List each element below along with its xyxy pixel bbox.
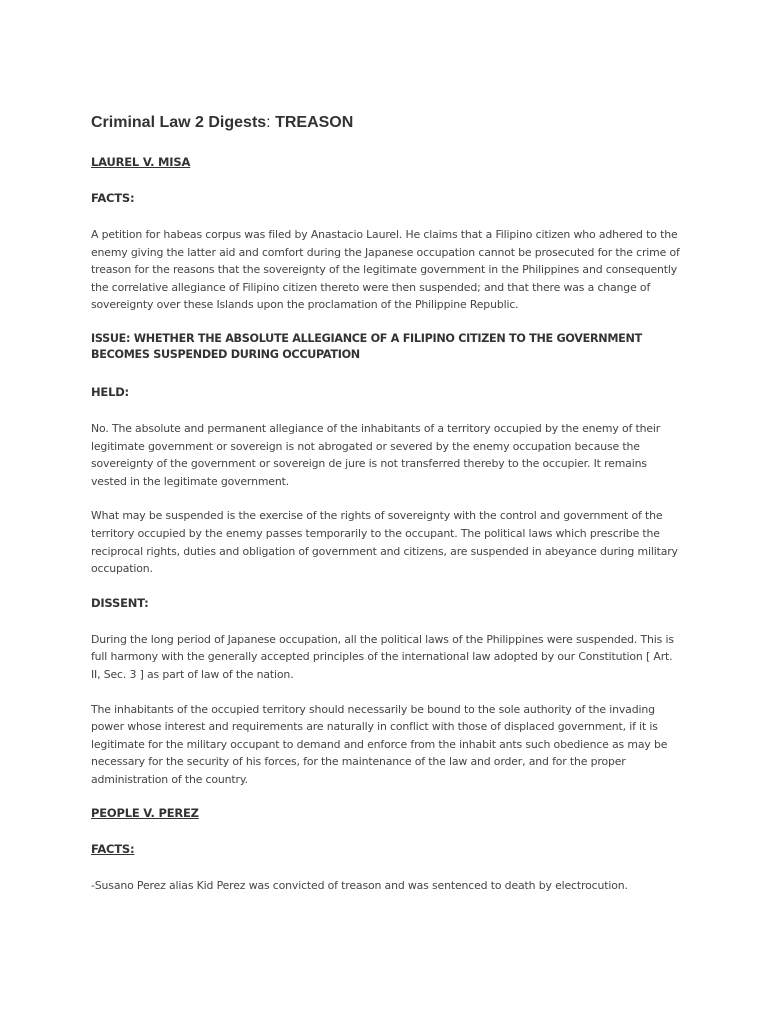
document-title <box>91 112 681 134</box>
held-label: HELD: <box>91 384 129 399</box>
case-title-laurel: LAUREL V. MISA <box>91 155 191 169</box>
dissent-paragraph-2: The inhabitants of the occupied territory should necessarily be bound to the sole authority of the invading power whose interest and requirements are naturally in conflict with those of displaced government, if it is legitimate for the military occupant to demand and enforce from the inhabit ants such obedience as may be necessary for the security of his forces, for the maintenance of the law and order, and for the proper administration of the country. <box>91 702 668 786</box>
facts-label: FACTS: <box>91 191 135 205</box>
title-main: Criminal Law 2 Digests <box>91 114 267 131</box>
held-paragraph-2: What may be suspended is the exercise of the rights of sovereignty with the control and government of the territory occupied by the enemy passes temporarily to the occupant. The political laws which prescribe the reciprocal rights, duties and obligation of government and citizens, are suspended in abeyance during military occupation. <box>91 509 678 576</box>
title-separator: : <box>266 114 271 131</box>
issue-heading: ISSUE: WHETHER THE ABSOLUTE ALLEGIANCE OF A FILIPINO CITIZEN TO THE GOVERNMENT BECOMES SUSPENDED DURING OCCUPATION <box>91 331 642 362</box>
dissent-label: DISSENT: <box>91 595 149 610</box>
document-page <box>91 112 681 912</box>
facts-paragraph-perez: -Susano Perez alias Kid Perez was convicted of treason and was sentenced to death by electrocution. <box>91 879 628 893</box>
held-paragraph-1: No. The absolute and permanent allegiance of the inhabitants of a territory occupied by the enemy of their legitimate government or sovereign is not abrogated or severed by the enemy occupation because the sovereignty of the government or sovereign de jure is not transferred thereby to the occupier. It remains vested in the legitimate government. <box>91 421 661 488</box>
dissent-paragraph-1: During the long period of Japanese occupation, all the political laws of the Philippines were suspended. This is full harmony with the generally accepted principles of the international law adopted by our Constitution [ Art. II, Sec. 3 ] as part of law of the nation. <box>91 632 674 681</box>
title-topic: TREASON <box>275 114 354 131</box>
facts-paragraph: A petition for habeas corpus was filed by Anastacio Laurel. He claims that a Filipino citizen who adhered to the enemy giving the latter aid and comfort during the Japanese occupation cannot be prosecuted for the crime of treason for the reasons that the sovereignty of the legitimate government in the Philippines and consequently the correlative allegiance of Filipino citizen thereto were then suspended; and that there was a change of sovereignty over these Islands upon the proclamation of the Philippine Republic. <box>91 228 680 312</box>
case-title-perez: PEOPLE V. PEREZ <box>91 806 199 821</box>
facts-label-perez: FACTS: <box>91 842 135 857</box>
